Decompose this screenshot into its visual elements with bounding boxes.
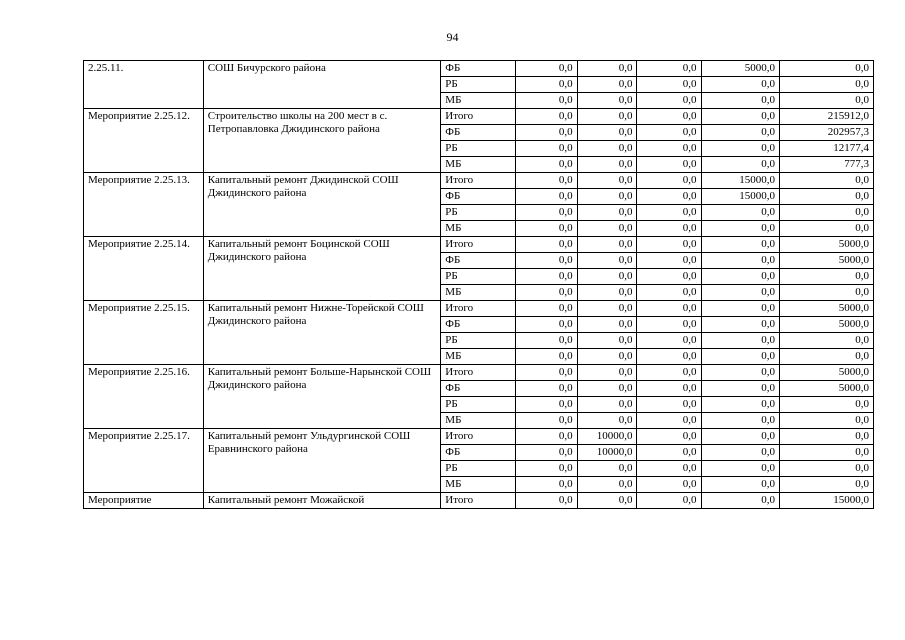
amount-cell: 0,0 [637, 477, 701, 493]
amount-cell: 0,0 [515, 461, 577, 477]
amount-cell: 0,0 [577, 189, 637, 205]
amount-cell: 0,0 [779, 61, 873, 77]
measure-code: Мероприятие [84, 493, 204, 509]
amount-cell: 0,0 [577, 157, 637, 173]
amount-cell: 0,0 [779, 349, 873, 365]
amount-cell: 0,0 [515, 77, 577, 93]
amount-cell: 0,0 [701, 221, 779, 237]
amount-cell: 0,0 [637, 413, 701, 429]
amount-cell: 0,0 [701, 205, 779, 221]
amount-cell: 0,0 [577, 301, 637, 317]
amount-cell: 0,0 [779, 205, 873, 221]
amount-cell: 0,0 [701, 77, 779, 93]
amount-cell: 10000,0 [577, 445, 637, 461]
amount-cell: 0,0 [637, 157, 701, 173]
amount-cell: 0,0 [701, 109, 779, 125]
fund-source: МБ [441, 477, 515, 493]
amount-cell: 0,0 [577, 237, 637, 253]
amount-cell: 0,0 [637, 253, 701, 269]
amount-cell: 0,0 [515, 349, 577, 365]
amount-cell: 0,0 [779, 413, 873, 429]
amount-cell: 0,0 [637, 429, 701, 445]
amount-cell: 0,0 [701, 461, 779, 477]
amount-cell: 0,0 [515, 301, 577, 317]
amount-cell: 0,0 [515, 365, 577, 381]
amount-cell: 0,0 [515, 125, 577, 141]
amount-cell: 0,0 [637, 317, 701, 333]
amount-cell: 0,0 [701, 93, 779, 109]
measure-name: Капитальный ремонт Джидинской СОШ Джидинского района [203, 173, 441, 237]
measure-code: Мероприятие 2.25.15. [84, 301, 204, 365]
amount-cell: 0,0 [515, 109, 577, 125]
amount-cell: 0,0 [637, 237, 701, 253]
amount-cell: 0,0 [577, 349, 637, 365]
amount-cell: 0,0 [577, 397, 637, 413]
fund-source: МБ [441, 93, 515, 109]
measure-name: Капитальный ремонт Можайской [203, 493, 441, 509]
fund-source: ФБ [441, 253, 515, 269]
measure-name: Капитальный ремонт Ульдургинской СОШ Еравнинского района [203, 429, 441, 493]
amount-cell: 12177,4 [779, 141, 873, 157]
amount-cell: 0,0 [515, 189, 577, 205]
amount-cell: 0,0 [637, 269, 701, 285]
amount-cell: 0,0 [637, 365, 701, 381]
amount-cell: 0,0 [779, 269, 873, 285]
amount-cell: 15000,0 [701, 173, 779, 189]
amount-cell: 0,0 [577, 125, 637, 141]
amount-cell: 0,0 [577, 381, 637, 397]
amount-cell: 202957,3 [779, 125, 873, 141]
amount-cell: 0,0 [779, 397, 873, 413]
amount-cell: 0,0 [701, 397, 779, 413]
fund-source: Итого [441, 429, 515, 445]
fund-source: РБ [441, 77, 515, 93]
amount-cell: 0,0 [779, 93, 873, 109]
table-row [84, 109, 874, 125]
amount-cell: 0,0 [779, 189, 873, 205]
amount-cell: 5000,0 [779, 365, 873, 381]
measure-code: Мероприятие 2.25.14. [84, 237, 204, 301]
amount-cell: 0,0 [779, 221, 873, 237]
amount-cell: 5000,0 [701, 61, 779, 77]
amount-cell: 0,0 [577, 253, 637, 269]
amount-cell: 0,0 [637, 461, 701, 477]
amount-cell: 0,0 [637, 109, 701, 125]
amount-cell: 0,0 [515, 381, 577, 397]
amount-cell: 0,0 [515, 205, 577, 221]
amount-cell: 0,0 [577, 317, 637, 333]
amount-cell: 0,0 [515, 141, 577, 157]
amount-cell: 0,0 [637, 397, 701, 413]
amount-cell: 0,0 [701, 381, 779, 397]
amount-cell: 0,0 [577, 109, 637, 125]
measure-code: Мероприятие 2.25.17. [84, 429, 204, 493]
amount-cell: 0,0 [637, 301, 701, 317]
amount-cell: 0,0 [577, 205, 637, 221]
amount-cell: 0,0 [779, 477, 873, 493]
amount-cell: 0,0 [701, 365, 779, 381]
amount-cell: 5000,0 [779, 253, 873, 269]
amount-cell: 0,0 [701, 141, 779, 157]
amount-cell: 0,0 [577, 61, 637, 77]
table-row [84, 365, 874, 381]
table-row [84, 301, 874, 317]
measure-code: Мероприятие 2.25.13. [84, 173, 204, 237]
amount-cell: 0,0 [577, 477, 637, 493]
amount-cell: 0,0 [515, 397, 577, 413]
amount-cell: 0,0 [577, 461, 637, 477]
amount-cell: 0,0 [515, 493, 577, 509]
amount-cell: 0,0 [577, 93, 637, 109]
fund-source: РБ [441, 397, 515, 413]
fund-source: МБ [441, 221, 515, 237]
fund-source: Итого [441, 237, 515, 253]
fund-source: ФБ [441, 125, 515, 141]
fund-source: ФБ [441, 445, 515, 461]
amount-cell: 0,0 [637, 221, 701, 237]
fund-source: РБ [441, 269, 515, 285]
amount-cell: 0,0 [637, 493, 701, 509]
measure-name: Строительство школы на 200 мест в с. Петропавловка Джидинского района [203, 109, 441, 173]
fund-source: РБ [441, 141, 515, 157]
funding-table [83, 60, 874, 509]
table-body [84, 61, 874, 509]
measure-name: Капитальный ремонт Нижне-Торейской СОШ Джидинского района [203, 301, 441, 365]
amount-cell: 0,0 [701, 429, 779, 445]
amount-cell: 0,0 [637, 93, 701, 109]
amount-cell: 0,0 [637, 61, 701, 77]
amount-cell: 0,0 [637, 205, 701, 221]
amount-cell: 0,0 [515, 253, 577, 269]
fund-source: МБ [441, 413, 515, 429]
amount-cell: 0,0 [515, 221, 577, 237]
amount-cell: 0,0 [515, 93, 577, 109]
measure-code: Мероприятие 2.25.12. [84, 109, 204, 173]
fund-source: РБ [441, 461, 515, 477]
amount-cell: 0,0 [515, 413, 577, 429]
fund-source: РБ [441, 205, 515, 221]
amount-cell: 0,0 [515, 445, 577, 461]
amount-cell: 0,0 [515, 317, 577, 333]
amount-cell: 5000,0 [779, 237, 873, 253]
amount-cell: 0,0 [577, 333, 637, 349]
fund-source: ФБ [441, 189, 515, 205]
amount-cell: 0,0 [701, 125, 779, 141]
amount-cell: 0,0 [637, 333, 701, 349]
amount-cell: 0,0 [515, 269, 577, 285]
amount-cell: 0,0 [637, 77, 701, 93]
measure-code: Мероприятие 2.25.16. [84, 365, 204, 429]
amount-cell: 0,0 [701, 301, 779, 317]
amount-cell: 0,0 [701, 413, 779, 429]
amount-cell: 0,0 [577, 173, 637, 189]
table-row [84, 237, 874, 253]
fund-source: Итого [441, 173, 515, 189]
amount-cell: 0,0 [515, 237, 577, 253]
fund-source: Итого [441, 365, 515, 381]
table-row [84, 173, 874, 189]
amount-cell: 0,0 [701, 349, 779, 365]
amount-cell: 0,0 [701, 317, 779, 333]
amount-cell: 0,0 [779, 333, 873, 349]
measure-code: 2.25.11. [84, 61, 204, 109]
amount-cell: 777,3 [779, 157, 873, 173]
amount-cell: 5000,0 [779, 317, 873, 333]
fund-source: Итого [441, 493, 515, 509]
amount-cell: 0,0 [577, 493, 637, 509]
amount-cell: 0,0 [515, 173, 577, 189]
amount-cell: 0,0 [577, 141, 637, 157]
amount-cell: 0,0 [515, 333, 577, 349]
amount-cell: 0,0 [515, 477, 577, 493]
fund-source: МБ [441, 157, 515, 173]
amount-cell: 0,0 [637, 141, 701, 157]
amount-cell: 0,0 [577, 365, 637, 381]
amount-cell: 0,0 [577, 413, 637, 429]
amount-cell: 0,0 [701, 237, 779, 253]
amount-cell: 0,0 [577, 269, 637, 285]
amount-cell: 0,0 [515, 429, 577, 445]
amount-cell: 0,0 [515, 285, 577, 301]
table-row [84, 429, 874, 445]
fund-source: ФБ [441, 381, 515, 397]
amount-cell: 0,0 [637, 173, 701, 189]
fund-source: Итого [441, 301, 515, 317]
amount-cell: 0,0 [701, 253, 779, 269]
fund-source: МБ [441, 349, 515, 365]
amount-cell: 0,0 [701, 285, 779, 301]
amount-cell: 0,0 [701, 157, 779, 173]
amount-cell: 0,0 [637, 189, 701, 205]
fund-source: Итого [441, 109, 515, 125]
amount-cell: 0,0 [515, 61, 577, 77]
amount-cell: 0,0 [577, 77, 637, 93]
amount-cell: 0,0 [577, 285, 637, 301]
measure-name: СОШ Бичурского района [203, 61, 441, 109]
amount-cell: 0,0 [637, 349, 701, 365]
amount-cell: 0,0 [637, 125, 701, 141]
measure-name: Капитальный ремонт Боцинской СОШ Джидинского района [203, 237, 441, 301]
amount-cell: 5000,0 [779, 301, 873, 317]
page-number: 94 [446, 30, 459, 44]
amount-cell: 0,0 [637, 285, 701, 301]
amount-cell: 0,0 [701, 493, 779, 509]
amount-cell: 15000,0 [701, 189, 779, 205]
table-row [84, 61, 874, 77]
table-row [84, 493, 874, 509]
amount-cell: 0,0 [701, 477, 779, 493]
fund-source: ФБ [441, 317, 515, 333]
amount-cell: 0,0 [779, 461, 873, 477]
amount-cell: 0,0 [779, 429, 873, 445]
amount-cell: 0,0 [779, 77, 873, 93]
amount-cell: 0,0 [701, 269, 779, 285]
amount-cell: 0,0 [779, 445, 873, 461]
amount-cell: 5000,0 [779, 381, 873, 397]
fund-source: РБ [441, 333, 515, 349]
amount-cell: 0,0 [637, 381, 701, 397]
amount-cell: 10000,0 [577, 429, 637, 445]
amount-cell: 0,0 [637, 445, 701, 461]
amount-cell: 0,0 [779, 285, 873, 301]
amount-cell: 15000,0 [779, 493, 873, 509]
amount-cell: 0,0 [577, 221, 637, 237]
amount-cell: 0,0 [779, 173, 873, 189]
measure-name: Капитальный ремонт Больше-Нарынской СОШ Джидинского района [203, 365, 441, 429]
amount-cell: 0,0 [701, 333, 779, 349]
fund-source: ФБ [441, 61, 515, 77]
fund-source: МБ [441, 285, 515, 301]
amount-cell: 0,0 [515, 157, 577, 173]
amount-cell: 215912,0 [779, 109, 873, 125]
amount-cell: 0,0 [701, 445, 779, 461]
